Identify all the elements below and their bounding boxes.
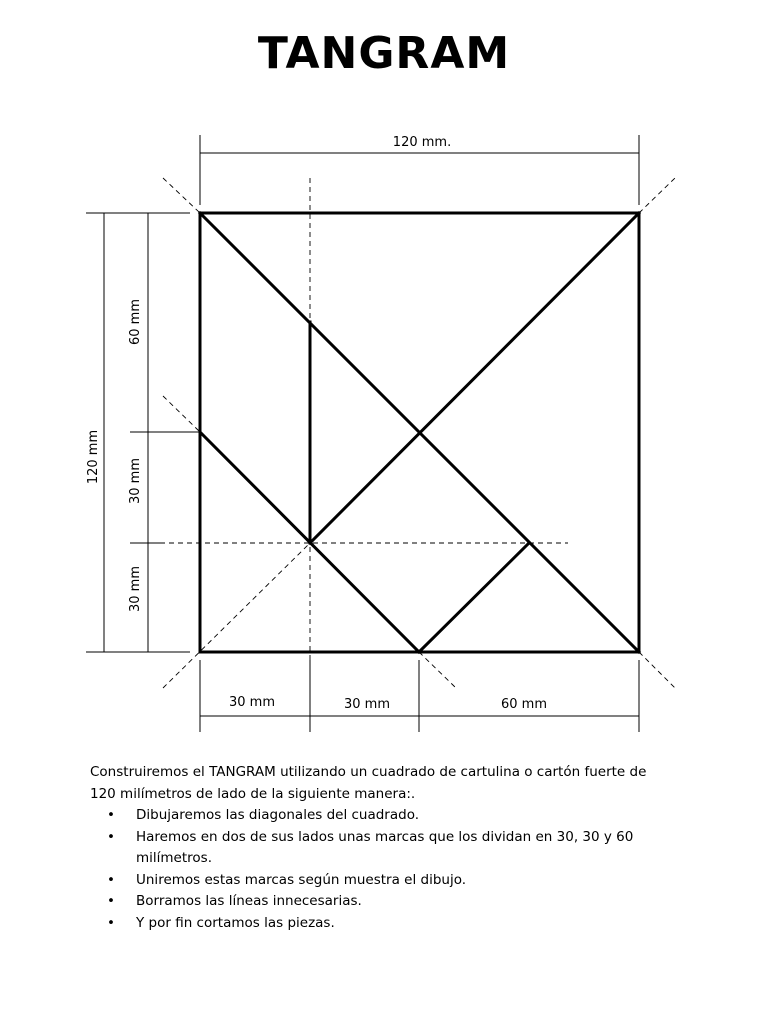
diagonal-guide-bottom-right <box>639 652 675 688</box>
diagonal-guide-top-left <box>163 178 200 213</box>
left-outer-dimension-label: 120 mm <box>86 429 101 485</box>
left-middle-dimension-label: 30 mm <box>128 457 143 505</box>
step-text: Uniremos estas marcas según muestra el dibujo. <box>136 871 467 888</box>
instructions <box>90 762 650 934</box>
diagonal-guide-lower-left <box>163 543 310 688</box>
instructions-intro: Construiremos el TANGRAM utilizando un cuadrado de cartulina o cartón fuerte de 120 milímetros de lado de la siguiente manera:. <box>90 764 647 802</box>
diagonal-guide-top-right <box>639 178 675 213</box>
left-lower-dimension-label: 30 mm <box>128 565 143 613</box>
bottom-middle-dimension-label: 30 mm <box>343 697 391 712</box>
cut-bottom-mark <box>419 543 529 652</box>
step-text: Borramos las líneas innecesarias. <box>136 893 362 909</box>
half-diagonal <box>310 213 639 543</box>
left-upper-dimension-label: 60 mm <box>128 298 143 346</box>
instructions-steps <box>90 805 650 934</box>
step-text: Haremos en dos de sus lados unas marcas que los dividan en 30, 30 y 60 milímetros. <box>136 828 634 866</box>
dimension-lines <box>86 135 639 732</box>
bullet-icon: • <box>107 914 115 931</box>
bottom-right-dimension-label: 60 mm <box>500 697 548 712</box>
bullet-icon: • <box>107 828 115 845</box>
bottom-left-dimension-label: 30 mm <box>228 695 276 710</box>
list-item <box>90 805 650 827</box>
diagonal-guide-bottom-mark <box>419 652 456 688</box>
list-item <box>90 827 650 870</box>
page-title: TANGRAM <box>257 28 511 79</box>
list-item <box>90 870 650 892</box>
bullet-icon: • <box>107 893 115 909</box>
diagonal-guide-left-mark <box>163 396 200 432</box>
step-text: Dibujaremos las diagonales del cuadrado. <box>136 807 420 823</box>
step-text: Y por fin cortamos las piezas. <box>136 914 335 931</box>
list-item <box>90 891 650 913</box>
top-dimension-label: 120 mm. <box>392 135 452 150</box>
list-item <box>90 913 650 935</box>
bullet-icon: • <box>107 807 115 823</box>
bullet-icon: • <box>107 871 115 888</box>
